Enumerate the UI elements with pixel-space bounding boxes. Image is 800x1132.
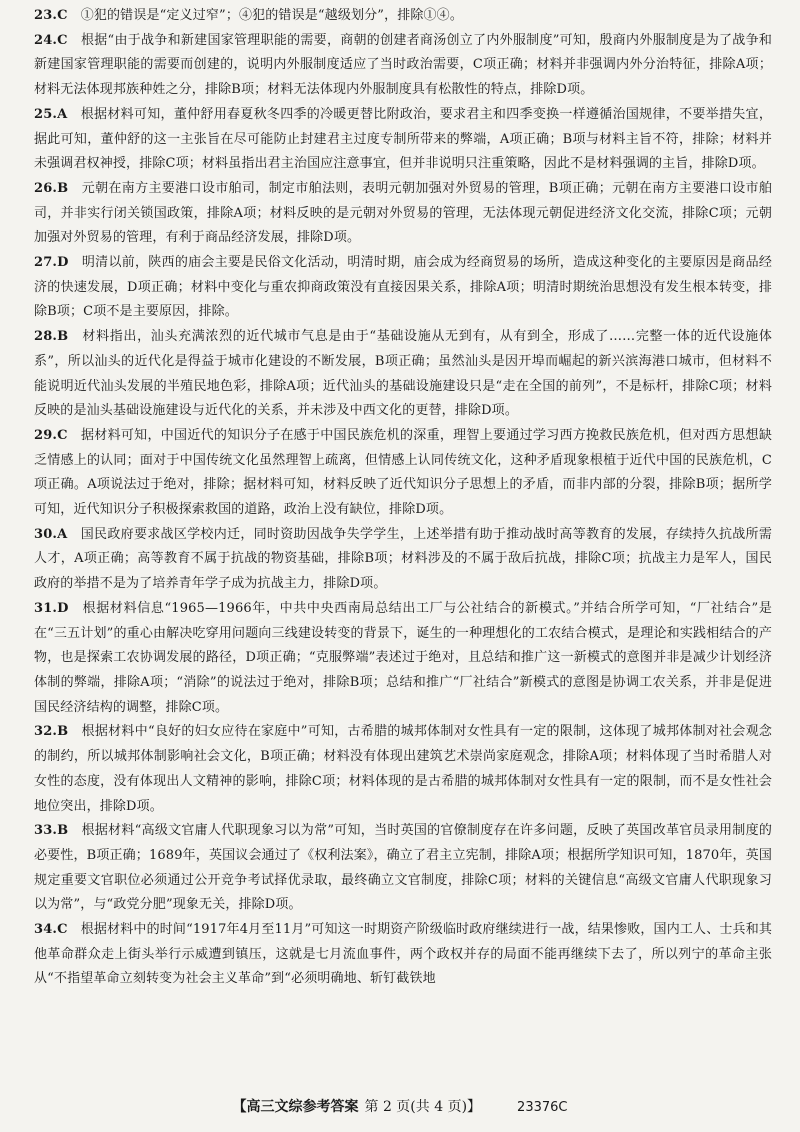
answer-number: 23.C [34, 8, 68, 23]
answer-text: 根据材料中“良好的妇女应待在家庭中”可知，古希腊的城邦体制对女性具有一定的限制，这体现了城邦体制对社会观念的制约，所以城邦体制影响社会文化，B项正确；材料没有体现出建筑艺术崇尚家庭观念，排除A项；材料体现了当时希腊人对女性的态度，没有体现出人文精神的影响，排除C项；材料体现的是古希腊的城邦体制对女性具有一定的限制，而不是女性社会地位突出，排除D项。 [34, 724, 772, 814]
document-title: 【高三文综参考答案 [232, 1099, 359, 1115]
answer-text: 元朝在南方主要港口设市舶司，制定市舶法则，表明元朝加强对外贸易的管理，B项正确；元朝在南方主要港口设市舶司，并非实行闭关锁国政策，排除A项；材料反映的是元朝对外贸易的管理，无法体现元朝促进经济文化交流，排除C项；元朝加强对外贸易的管理，有利于商品经济发展，排除D项。 [34, 180, 772, 246]
answer-text: 明清以前，陕西的庙会主要是民俗文化活动，明清时期，庙会成为经商贸易的场所，造成这种变化的主要原因是商品经济的快速发展，D项正确；材料中变化与重农抑商政策没有直接因果关系，排除A项；明清时期统治思想没有发生根本转变，排除B项；C项不是主要原因，排除。 [34, 255, 772, 320]
answer-number: 26.B [34, 180, 69, 196]
exam-code: 23376C [517, 1100, 568, 1115]
answer-number: 24.C [34, 32, 68, 48]
answer-number: 34.C [34, 922, 68, 938]
answer-number: 28.B [34, 329, 69, 345]
answer-number: 27.D [34, 255, 69, 271]
answer-item [34, 819, 772, 918]
page-footer [0, 1096, 800, 1116]
answer-text: 国民政府要求战区学校内迁，同时资助因战争失学学生，上述举措有助于推动战时高等教育的发展，存续持久抗战所需人才，A项正确；高等教育不属于抗战的物资基础，排除B项；材料涉及的不属于敌后抗战，排除C项；抗战主力是军人，国民政府的举措不是为了培养青年学子成为抗战主力，排除D项。 [34, 526, 772, 592]
answer-item [34, 918, 772, 992]
answer-item [34, 4, 772, 29]
answer-text: 根据材料可知，董仲舒用春夏秋冬四季的冷暖更替比附政治，要求君主和四季变换一样遵循治国规律，不要举措失宜，据此可知，董仲舒的这一主张旨在尽可能防止封建君主过度专制所带来的弊端，A项正确；B项与材料主旨不符，排除；材料并未强调君权神授，排除C项；材料虽指出君主治国应注意事宜，但并非说明只注重策略，因此不是材料强调的主旨，排除D项。 [34, 106, 772, 172]
answer-number: 30.A [34, 526, 68, 542]
answer-text: 根据材料“高级文官庸人代职现象习以为常”可知，当时英国的官僚制度存在许多问题，反映了英国改革官员录用制度的必要性，B项正确；1689年，英国议会通过了《权利法案》，确立了君主立宪制，排除A项；根据所学知识可知，1870年，英国规定重要文官职位必须通过公开竞争考试择优录取，最终确立文官制度，排除C项；材料的关键信息“高级文官庸人代职现象习以为常”，与“政党分肥”现象无关，排除D项。 [34, 823, 772, 913]
answer-number: 33.B [34, 823, 69, 839]
answer-number: 32.B [34, 724, 69, 740]
answer-number: 25.A [34, 106, 68, 122]
answer-item [34, 177, 772, 251]
answer-item [34, 325, 772, 424]
answer-number: 31.D [34, 600, 69, 616]
answer-item [34, 103, 772, 177]
answer-text: ①犯的错误是“定义过窄”；④犯的错误是“越级划分”，排除①④。 [80, 8, 463, 23]
answer-text: 根据材料中的时间“1917年4月至11月”可知这一时期资产阶级临时政府继续进行一战，结果惨败，国内工人、士兵和其他革命群众走上街头举行示威遭到镇压，这就是七月流血事件，两个政权并存的局面不能再继续下去了，所以列宁的革命主张从“不指望革命立刻转变为社会主义革命”到“必须明确地、斩钉截铁地 [34, 922, 773, 987]
answer-item [34, 720, 772, 819]
answer-item [34, 251, 772, 325]
answer-number: 29.C [34, 427, 68, 443]
answer-text: 材料指出，汕头充满浓烈的近代城市气息是由于“基础设施从无到有，从有到全，形成了……完整一体的近代设施体系”，所以汕头的近代化是得益于城市化建设的不断发展，B项正确；虽然汕头是因开埠而崛起的新兴滨海港口城市，但材料不能说明近代汕头发展的半殖民地色彩，排除A项；近代汕头的基础设施建设只是“走在全国的前列”，不是标杆，排除C项；材料反映的是汕头基础设施建设与近代化的关系，并未涉及中西文化的更替，排除D项。 [34, 329, 772, 419]
answer-item [34, 424, 772, 523]
page-number: 第 2 页(共 4 页)】 [364, 1099, 482, 1115]
answer-text: 据材料可知，中国近代的知识分子在感于中国民族危机的深重，理智上要通过学习西方挽救民族危机，但对西方思想缺乏情感上的认同；面对于中国传统文化虽然理智上疏离，但情感上认同传统文化，这种矛盾现象根植于近代中国的民族危机，C项正确。A项说法过于绝对，排除；据材料可知，材料反映了近代知识分子思想上的矛盾，而非内部的分裂，排除B项；据所学可知，近代知识分子积极探索救国的道路，政治上没有缺位，排除D项。 [34, 427, 772, 518]
answer-item [34, 597, 772, 721]
answer-item [34, 523, 772, 597]
answer-item [34, 29, 772, 103]
answer-text: 根据“由于战争和新建国家管理职能的需要，商朝的创建者商汤创立了内外服制度”可知，殷商内外服制度是为了战争和新建国家管理职能的需要而创建的，说明内外服制度适应了当时政治需要，C项正确；材料并非强调内外分治特征，排除A项；材料无法体现邦族种姓之分，排除B项；材料无法体现内外服制度具有松散性的特点，排除D项。 [34, 32, 772, 98]
answer-text: 根据材料信息“1965—1966年，中共中央西南局总结出工厂与公社结合的新模式。”并结合所学可知，“厂社结合”是在“三五计划”的重心由解决吃穿用问题向三线建设转变的背景下，诞生的一种理想化的工农结合模式，是理论和实践相结合的产物，也是探索工农协调发展的路径，D项正确；“克服弊端”表述过于绝对，且总结和推广这一新模式的意图并非是减少计划经济体制的弊端，排除A项；“消除”的说法过于绝对，排除B项；总结和推广“厂社结合”新模式的意图是协调工农关系，并非是促进国民经济结构的调整，排除C项。 [34, 600, 772, 715]
